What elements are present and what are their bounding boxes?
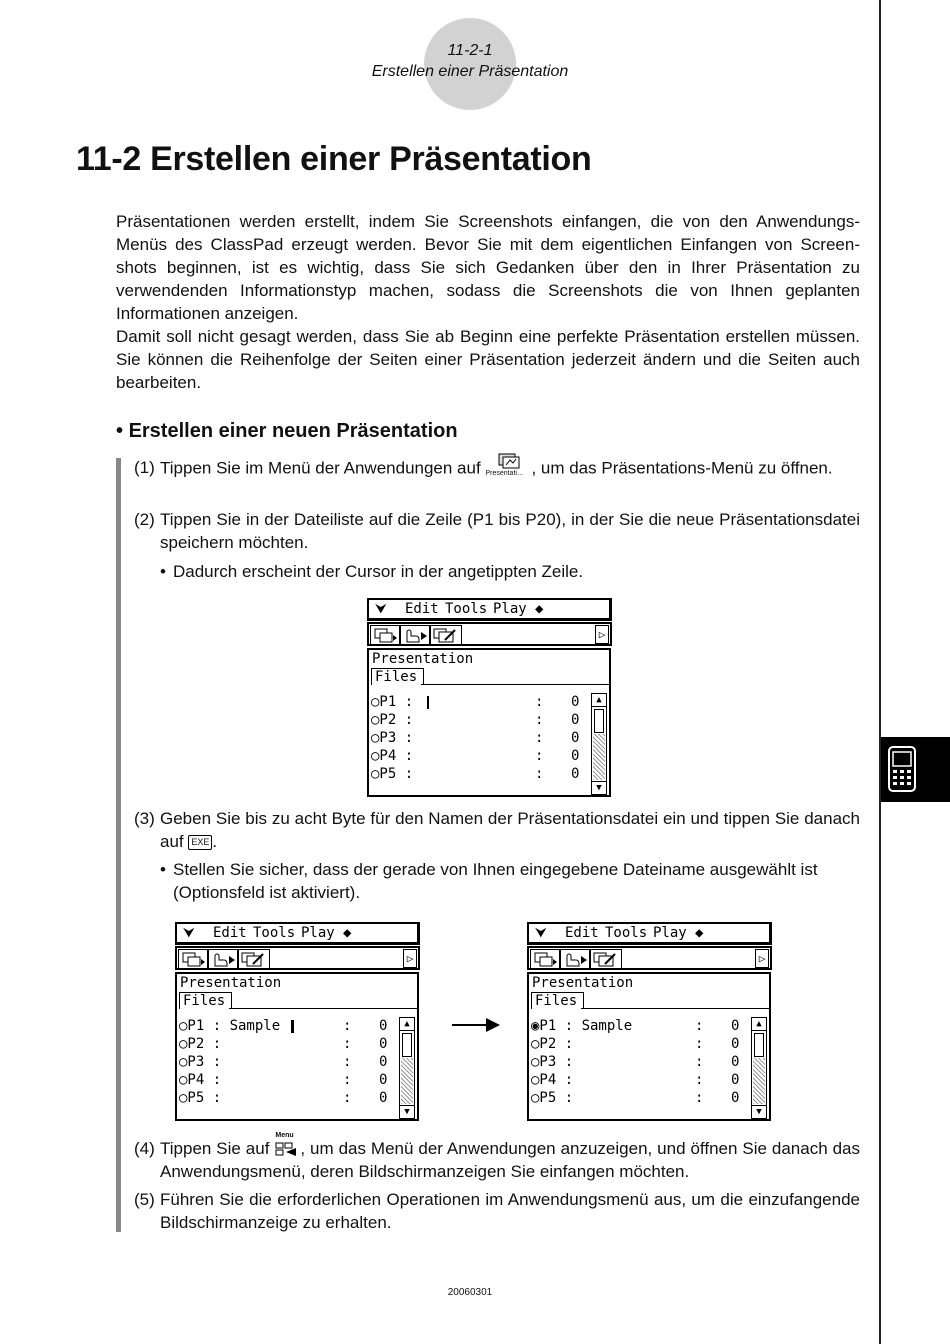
toolbar: [367, 622, 612, 646]
calculator-icon: [887, 745, 917, 793]
menu-bar: [175, 922, 420, 945]
section-number: 11-2-1: [447, 42, 493, 59]
right-arrow-icon: [452, 1017, 500, 1033]
tab-files[interactable]: Files: [179, 992, 232, 1009]
bullet-note: • Dadurch erscheint der Cursor in der angetippten Zeile.: [160, 562, 584, 581]
text-cursor: [291, 1020, 294, 1033]
tab-files[interactable]: Files: [371, 668, 424, 685]
scroll-down-icon: ▼: [592, 781, 606, 794]
scroll-up-icon: ▲: [752, 1018, 766, 1031]
text-cursor: [427, 696, 429, 709]
menu-bar: [367, 598, 612, 621]
calculator-screen: [367, 598, 611, 794]
hand-play-icon[interactable]: [560, 949, 590, 969]
menu-dropdown-icon[interactable]: ⮟: [375, 601, 387, 617]
page-edge-rule: [879, 0, 881, 1344]
presentation-app-icon: Presentati…: [485, 456, 531, 482]
hand-play-icon[interactable]: [400, 625, 430, 645]
menu-bar: [527, 922, 772, 945]
file-row[interactable]: ○P2 : : 0: [179, 1036, 388, 1052]
toolbar-scroll-icon[interactable]: ▷: [755, 949, 769, 968]
file-panel: [527, 972, 771, 1121]
file-row[interactable]: ○P1 : Sample : 0: [179, 1018, 388, 1034]
intro-text: [116, 210, 860, 394]
file-row[interactable]: ○P1 : : 0: [371, 694, 580, 710]
file-row[interactable]: ○P2 : : 0: [371, 712, 580, 728]
scrollbar[interactable]: [751, 1017, 767, 1119]
file-row[interactable]: ○P5 : : 0: [179, 1090, 388, 1106]
menu-play[interactable]: Play: [493, 601, 527, 617]
intro-paragraph: Damit soll nicht gesagt werden, dass Sie ab Beginn eine perfekte Präsentation erstellen müssen. Sie können die Reihenfolge der Seiten einer Präsentation jederzeit ändern und die Seiten auch bearbeiten.: [116, 327, 860, 392]
page-footer: 20060301: [447, 1287, 493, 1298]
file-row[interactable]: ○P4 : : 0: [531, 1072, 740, 1088]
scroll-down-icon: ▼: [400, 1105, 414, 1118]
panel-title: Presentation: [532, 975, 634, 991]
new-file-icon[interactable]: [178, 949, 208, 969]
menu-icon: Menu: [274, 1140, 300, 1160]
section-title: Erstellen einer Präsentation: [371, 63, 569, 80]
menu-more-icon[interactable]: ◆: [343, 925, 352, 941]
panel-title: Presentation: [372, 651, 474, 667]
file-row[interactable]: ○P3 : : 0: [371, 730, 580, 746]
scroll-up-icon: ▲: [592, 694, 606, 707]
step-2: (2) Tippen Sie in der Dateiliste auf die Zeile (P1 bis P20), in der Sie die neue Präsentationsdatei speichern möchten.: [134, 510, 860, 552]
scrollbar[interactable]: [399, 1017, 415, 1119]
menu-play[interactable]: Play: [301, 925, 335, 941]
edit-file-icon[interactable]: [238, 949, 270, 969]
subsection-heading: • Erstellen einer neuen Präsentation: [116, 420, 458, 442]
file-row[interactable]: ○P3 : : 0: [531, 1054, 740, 1070]
scroll-down-icon: ▼: [752, 1105, 766, 1118]
bullet-note: • Stellen Sie sicher, dass der gerade von Ihnen eingegebene Dateiname ausgewählt ist (Optionsfeld ist aktiviert).: [160, 860, 818, 902]
new-file-icon[interactable]: [370, 625, 400, 645]
file-panel: [367, 648, 611, 797]
menu-dropdown-icon[interactable]: ⮟: [183, 925, 195, 941]
step-4: (4) Tippen Sie auf Menu , um das Menü der Anwendungen anzuzeigen, und öffnen Sie danach das Anwendungsmenü, deren Bildschirmanzeigen Sie einfangen möchten.: [134, 1131, 860, 1181]
menu-edit[interactable]: Edit: [213, 925, 247, 941]
file-row[interactable]: ○P2 : : 0: [531, 1036, 740, 1052]
menu-edit[interactable]: Edit: [565, 925, 599, 941]
file-row[interactable]: ◉P1 : Sample : 0: [531, 1018, 740, 1034]
panel-title: Presentation: [180, 975, 282, 991]
hand-play-icon[interactable]: [208, 949, 238, 969]
scroll-up-icon: ▲: [400, 1018, 414, 1031]
calculator-screen: [175, 922, 419, 1118]
menu-edit[interactable]: Edit: [405, 601, 439, 617]
toolbar: [175, 946, 420, 970]
file-panel: [175, 972, 419, 1121]
toolbar: [527, 946, 772, 970]
file-row[interactable]: ○P4 : : 0: [179, 1072, 388, 1088]
toolbar-scroll-icon[interactable]: ▷: [595, 625, 609, 644]
procedure-bar: [116, 458, 121, 1232]
exe-key-icon: EXE: [188, 835, 212, 850]
menu-tools[interactable]: Tools: [605, 925, 648, 941]
step-1: (1) Tippen Sie im Menü der Anwendungen auf Presentati… , um das Präsentations-Menü zu öffnen.: [134, 456, 860, 482]
edit-file-icon[interactable]: [590, 949, 622, 969]
step-3: (3) Geben Sie bis zu acht Byte für den Namen der Präsentationsdatei ein und tippen Sie danach auf EXE .: [134, 809, 860, 851]
intro-paragraph: Präsentationen werden erstellt, indem Sie Screenshots einfangen, die von den Anwendungs-Menüs des ClassPad erzeugt werden. Bevor Sie mit dem eigentlichen Einfangen von Screen-shots beginnen, ist es wichtig, dass Sie sich Gedanken über den in Ihrer Präsentation zu verwendenden Informationstyp machen, sodass die Screenshots die von Ihnen geplanten Informationen anzeigen.: [116, 212, 860, 323]
menu-tools[interactable]: Tools: [445, 601, 488, 617]
scrollbar[interactable]: [591, 693, 607, 795]
file-row[interactable]: ○P5 : : 0: [531, 1090, 740, 1106]
tab-files[interactable]: Files: [531, 992, 584, 1009]
menu-more-icon[interactable]: ◆: [535, 601, 544, 617]
toolbar-scroll-icon[interactable]: ▷: [403, 949, 417, 968]
calculator-screen: [527, 922, 771, 1118]
chapter-tab: [881, 737, 950, 802]
menu-dropdown-icon[interactable]: ⮟: [535, 925, 547, 941]
menu-more-icon[interactable]: ◆: [695, 925, 704, 941]
menu-tools[interactable]: Tools: [253, 925, 296, 941]
file-row[interactable]: ○P3 : : 0: [179, 1054, 388, 1070]
menu-play[interactable]: Play: [653, 925, 687, 941]
step-5: (5) Führen Sie die erforderlichen Operationen im Anwendungsmenü aus, um die einzufangende Bildschirmanzeige zu erhalten.: [134, 1190, 860, 1232]
new-file-icon[interactable]: [530, 949, 560, 969]
file-row[interactable]: ○P5 : : 0: [371, 766, 580, 782]
page-title: 11-2 Erstellen einer Präsentation: [76, 140, 592, 178]
file-row[interactable]: ○P4 : : 0: [371, 748, 580, 764]
edit-file-icon[interactable]: [430, 625, 462, 645]
